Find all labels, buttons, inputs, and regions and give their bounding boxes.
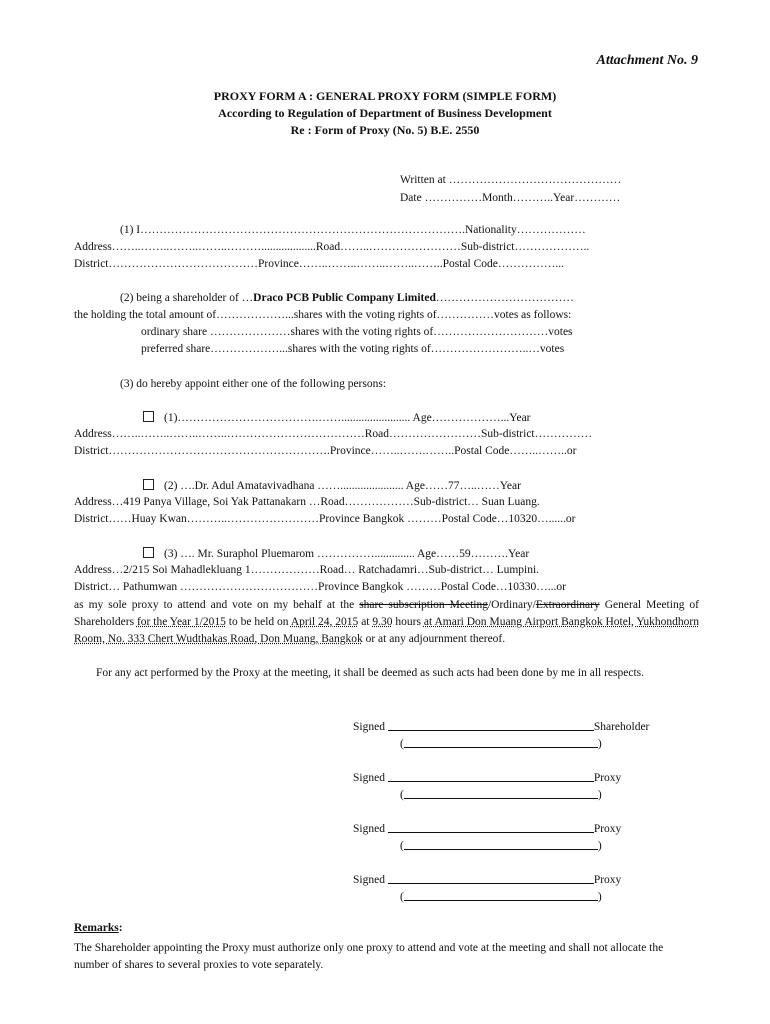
proxy-1-name-text: (1)……………………………….……........................ Age………………...Year	[164, 412, 531, 424]
district-line[interactable]: District…………………………………Province……..……..……..……..……..Postal Code……………...	[74, 258, 565, 270]
company-name: Draco PCB Public Company Limited	[253, 292, 436, 304]
total-shares-line[interactable]: the holding the total amount of………………...shares with the voting rights of……………votes as follows:	[74, 309, 572, 321]
signed-label: Signed	[353, 772, 385, 784]
meeting-text: General Meeting of Shareholders	[74, 599, 700, 628]
proxy-2-address-line[interactable]: Address…419 Panya Village, Soi Yak Pattanakarn …Road………………Sub-district… Suan Luang.	[74, 496, 540, 508]
signature-row	[353, 719, 649, 733]
name-nationality-line[interactable]: (1) I………………………………………………………………………….Nationality………………	[120, 224, 586, 236]
proxy-3-checkbox[interactable]	[143, 547, 154, 558]
struck-subscription-meeting: share subscription Meeting	[359, 599, 488, 611]
printed-name-row	[400, 787, 602, 801]
proxy-1-address-line[interactable]: Address……..……..……..……..………………………………Road……………………Sub-district……………	[74, 428, 593, 440]
remarks-heading-text: Remarks	[74, 922, 119, 934]
shareholder-of-suffix: ………………………………	[435, 292, 574, 304]
proxy-1-checkbox[interactable]	[143, 411, 154, 422]
signature-field[interactable]	[388, 872, 594, 884]
remarks-colon: :	[118, 922, 123, 934]
meeting-venue: at Amari Don Muang Airport Bangkok Hotel, Yukhondhorn Room, No. 333 Chert Wudthakas Road, Don Muang, Bangkok	[74, 616, 700, 645]
signature-field[interactable]	[388, 719, 594, 731]
proxy-2-checkbox[interactable]	[143, 479, 154, 490]
proxy-1-name-line[interactable]	[143, 411, 531, 424]
paren-close: )	[597, 840, 602, 852]
signature-role: Proxy	[593, 823, 622, 835]
meeting-text: at	[358, 616, 373, 628]
meeting-time: 9.30	[372, 616, 393, 628]
paren-open: (	[400, 789, 404, 801]
paren-close: )	[597, 789, 602, 801]
signed-label: Signed	[353, 823, 385, 835]
struck-extraordinary: Extraordinary	[535, 599, 600, 611]
proxy-3-address-line[interactable]: Address…2/215 Soi Mahadlekluang 1………………Road… Ratchadamri…Sub-district… Lumpini.	[74, 564, 540, 576]
signature-row	[353, 770, 621, 784]
paren-close: )	[597, 891, 602, 903]
proxy-2-name-line[interactable]	[143, 479, 521, 492]
signature-field[interactable]	[388, 821, 594, 833]
printed-name-field[interactable]	[404, 736, 598, 748]
proxy-3-name-text: (3) …. Mr. Suraphol Pluemarom …………….............. Age……59……….Year	[164, 548, 530, 560]
form-title: PROXY FORM A : GENERAL PROXY FORM (SIMPLE FORM)	[213, 89, 557, 103]
printed-name-field[interactable]	[404, 787, 598, 799]
signed-label: Signed	[353, 874, 385, 886]
address-line[interactable]: Address……..……..……..……..………...................Road……..……………………Sub-district………………..	[74, 241, 590, 253]
paren-open: (	[400, 891, 404, 903]
form-subtitle: According to Regulation of Department of Business Development	[218, 106, 552, 120]
signed-label: Signed	[353, 721, 385, 733]
attachment-number: Attachment No. 9	[596, 53, 698, 68]
paren-open: (	[400, 738, 404, 750]
shareholder-of-prefix: (2) being a shareholder of …	[120, 292, 254, 304]
printed-name-row	[400, 736, 602, 750]
signature-role: Proxy	[593, 874, 622, 886]
shareholder-of-line[interactable]	[120, 292, 574, 304]
meeting-text: hours	[392, 616, 424, 628]
meeting-paragraph	[74, 597, 699, 648]
proxy-3-district-line[interactable]: District… Pathumwan ………………………………Province Bangkok ………Postal Code…10330…...or	[74, 581, 566, 593]
signature-field[interactable]	[388, 770, 594, 782]
printed-name-field[interactable]	[404, 889, 598, 901]
date-field[interactable]: Date ……………Month………..Year…………	[400, 192, 621, 204]
proxy-2-district-line[interactable]: District……Huay Kwan………..……………………Province Bangkok ………Postal Code…10320…......or	[74, 513, 576, 525]
meeting-year: for the Year 1/2015	[136, 616, 226, 628]
proxy-1-district-line[interactable]: District………………………………………………….Province……..…….……..Postal Code……..……..or	[74, 445, 577, 457]
printed-name-field[interactable]	[404, 838, 598, 850]
meeting-ordinary: /Ordinary/	[487, 599, 536, 611]
remarks-text: The Shareholder appointing the Proxy must authorize only one proxy to attend and vote at the meeting and shall not allocate the number of shares to several proxies to vote separately.	[74, 942, 664, 971]
form-reference: Re : Form of Proxy (No. 5) B.E. 2550	[290, 123, 480, 137]
printed-name-row	[400, 889, 602, 903]
meeting-date: April 24, 2015	[290, 616, 359, 628]
signature-row	[353, 872, 621, 886]
written-at-field[interactable]: Written at ………………………………………	[400, 174, 622, 186]
printed-name-row	[400, 838, 602, 852]
meeting-text: to be held on	[225, 616, 291, 628]
remarks-heading	[74, 922, 123, 934]
proxy-2-name-text: (2) ….Dr. Adul Amatavivadhana ……...................... Age……77…..……Year	[164, 480, 521, 492]
signature-row	[353, 821, 621, 835]
paren-close: )	[597, 738, 602, 750]
signature-role: Proxy	[593, 772, 622, 784]
meeting-text: as my sole proxy to attend and vote on my behalf at the	[74, 599, 360, 611]
proxy-3-name-line[interactable]	[143, 547, 529, 560]
signature-role: Shareholder	[593, 721, 650, 733]
appoint-intro: (3) do hereby appoint either one of the following persons:	[120, 378, 387, 390]
ordinary-share-line[interactable]: ordinary share …………………shares with the voting rights of…………………………votes	[141, 326, 573, 338]
for-any-act-paragraph: For any act performed by the Proxy at the meeting, it shall be deemed as such acts had been done by me in all respects.	[96, 667, 644, 679]
paren-open: (	[400, 840, 404, 852]
meeting-text: or at any adjournment thereof.	[362, 633, 506, 645]
preferred-share-line[interactable]: preferred share………………...shares with the voting rights of……………………..…votes	[141, 343, 565, 355]
